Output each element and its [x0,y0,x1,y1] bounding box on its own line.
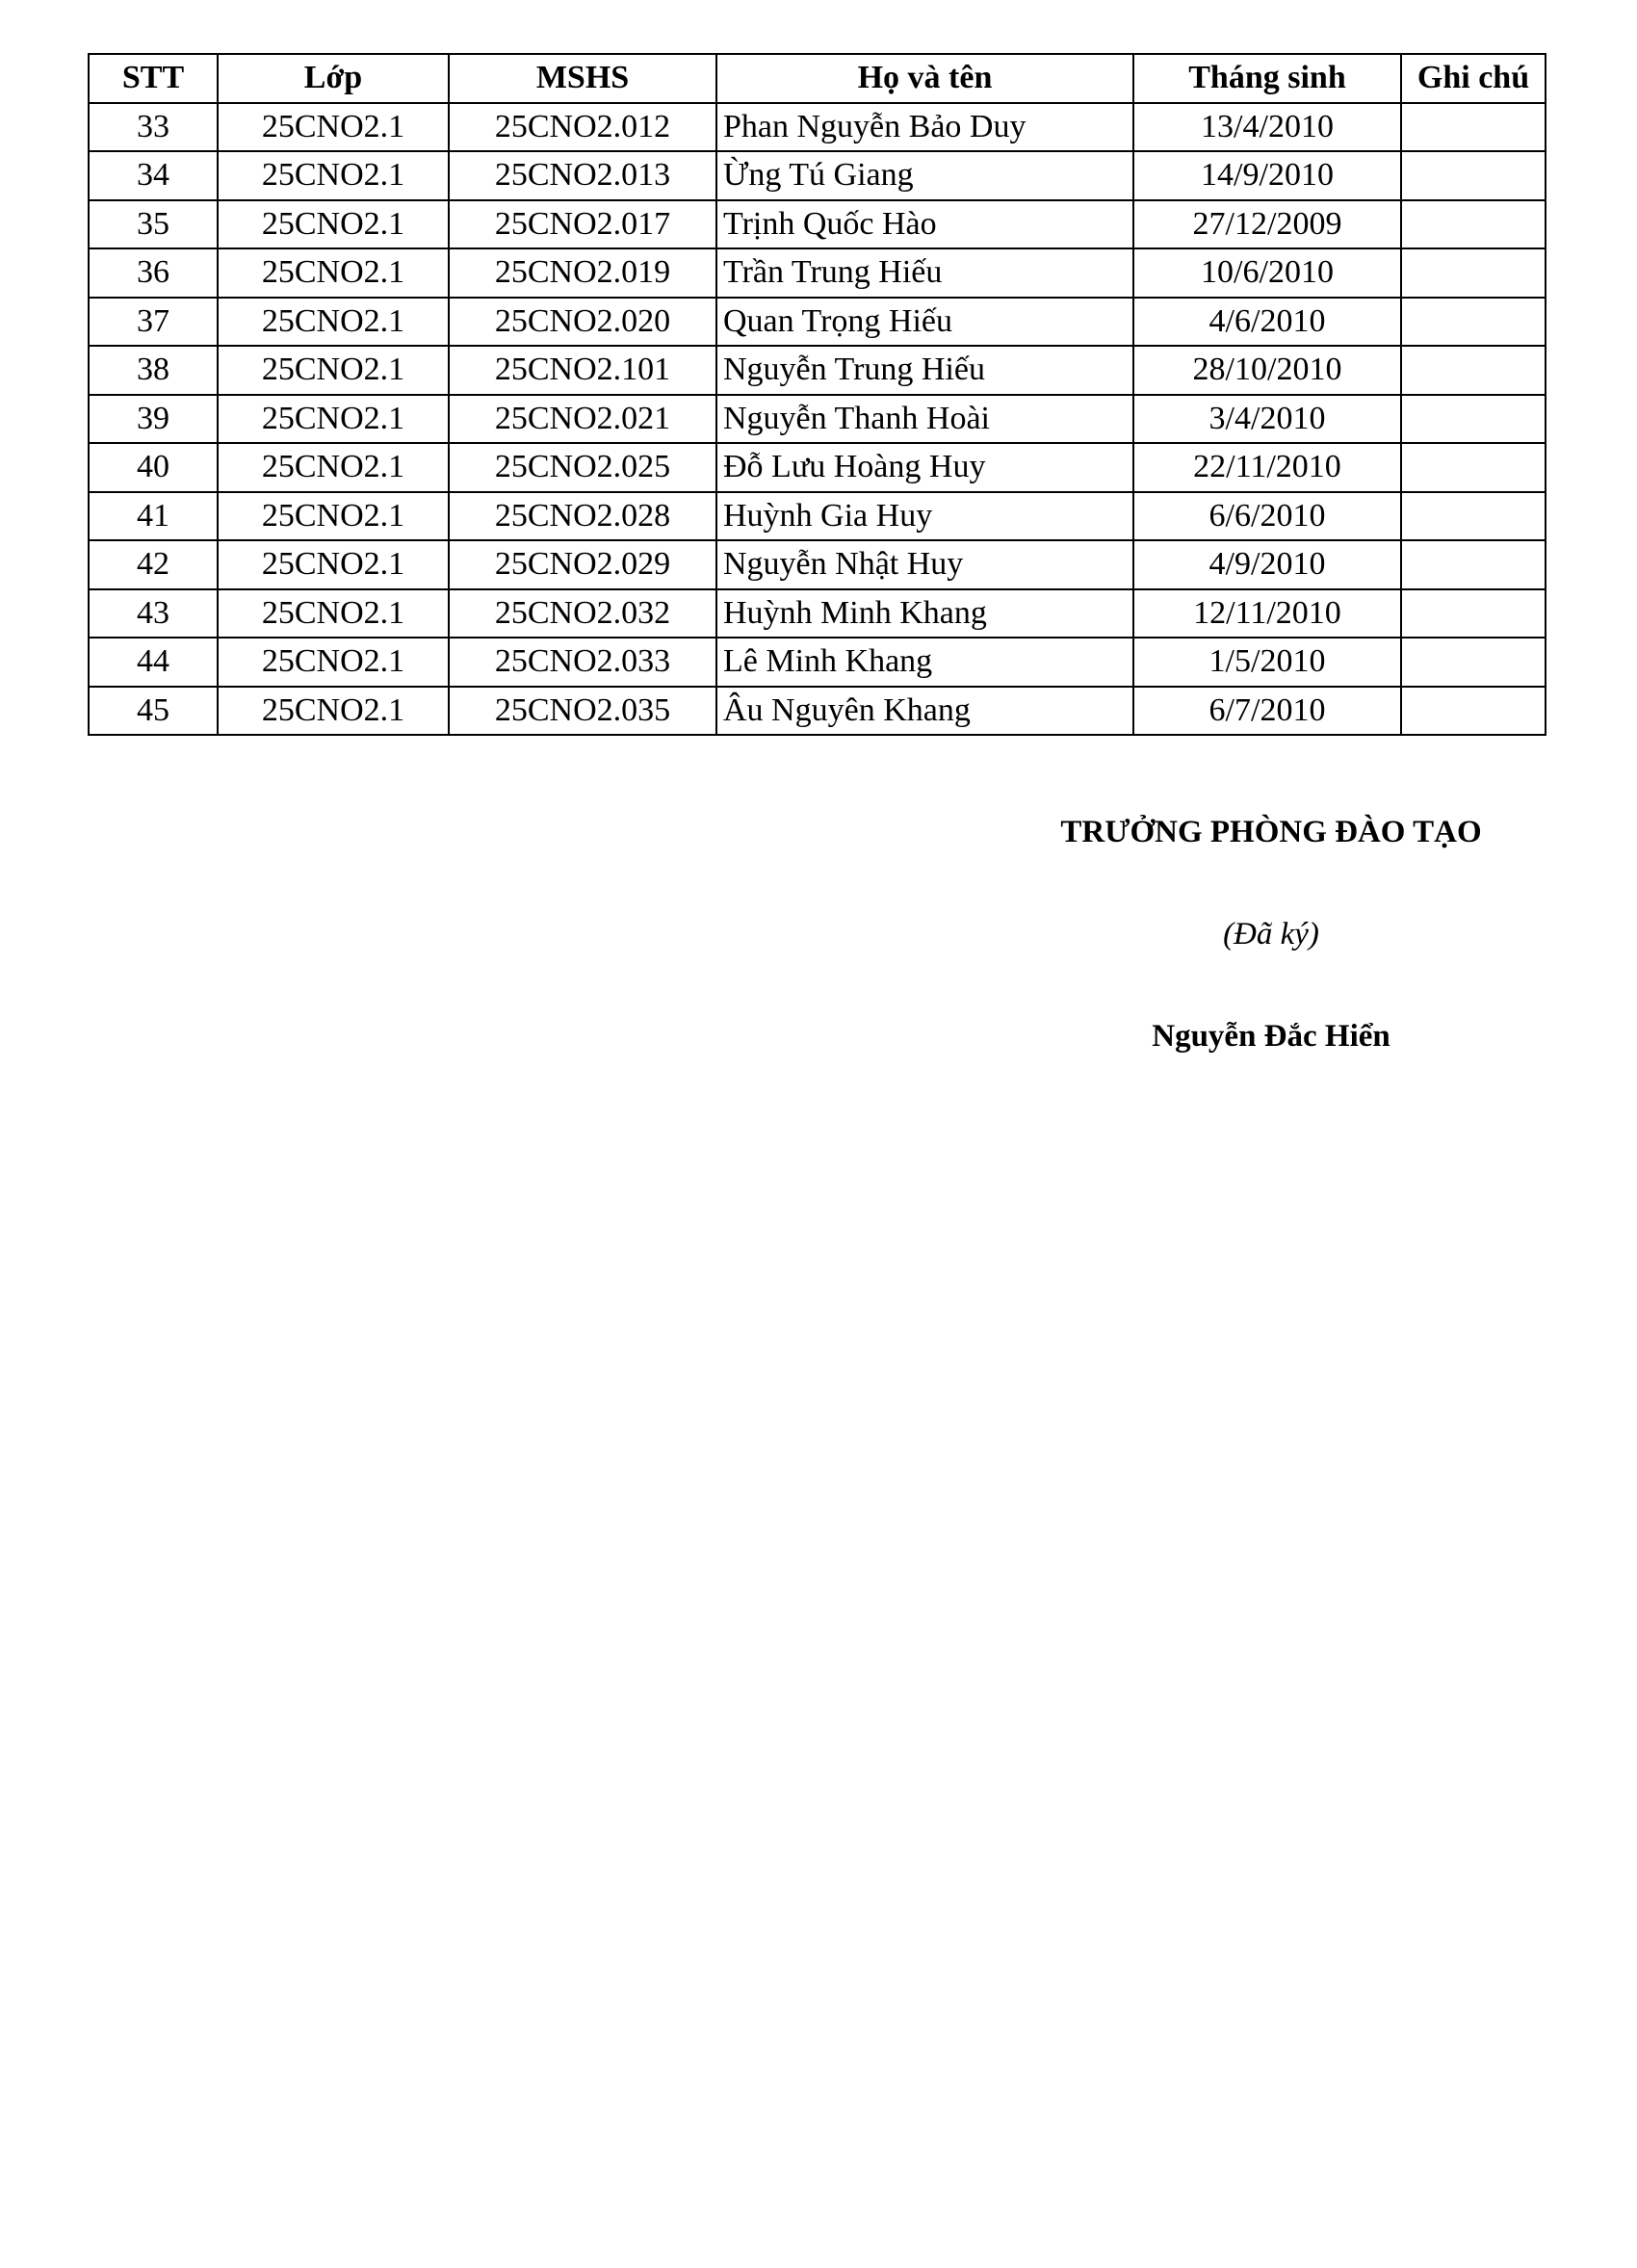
cell-class: 25CNO2.1 [218,298,449,347]
cell-stt: 39 [89,395,218,444]
signature-title: TRƯỞNG PHÒNG ĐÀO TẠO [1060,815,1482,849]
cell-full-name: Nguyễn Nhật Huy [716,540,1133,589]
cell-student-id: 25CNO2.019 [449,248,716,298]
table-header-row [89,54,1546,103]
cell-birth-date: 22/11/2010 [1133,443,1401,492]
cell-full-name: Âu Nguyên Khang [716,687,1133,736]
table-row [89,200,1546,249]
cell-full-name: Lê Minh Khang [716,638,1133,687]
cell-full-name: Trần Trung Hiếu [716,248,1133,298]
cell-class: 25CNO2.1 [218,492,449,541]
cell-stt: 42 [89,540,218,589]
header-stt: STT [89,54,218,103]
cell-full-name: Đỗ Lưu Hoàng Huy [716,443,1133,492]
cell-student-id: 25CNO2.025 [449,443,716,492]
cell-student-id: 25CNO2.020 [449,298,716,347]
cell-birth-date: 27/12/2009 [1133,200,1401,249]
cell-note [1401,638,1546,687]
table-row [89,589,1546,639]
table-row [89,395,1546,444]
cell-note [1401,200,1546,249]
cell-birth-date: 4/9/2010 [1133,540,1401,589]
cell-student-id: 25CNO2.032 [449,589,716,639]
cell-birth-date: 3/4/2010 [1133,395,1401,444]
cell-note [1401,589,1546,639]
cell-student-id: 25CNO2.017 [449,200,716,249]
cell-birth-date: 13/4/2010 [1133,103,1401,152]
header-birth-date: Tháng sinh [1133,54,1401,103]
cell-class: 25CNO2.1 [218,103,449,152]
cell-note [1401,540,1546,589]
table-row [89,248,1546,298]
cell-full-name: Nguyễn Trung Hiếu [716,346,1133,395]
cell-class: 25CNO2.1 [218,687,449,736]
cell-stt: 45 [89,687,218,736]
header-class: Lớp [218,54,449,103]
table-row [89,492,1546,541]
cell-stt: 37 [89,298,218,347]
cell-class: 25CNO2.1 [218,200,449,249]
table-row [89,151,1546,200]
cell-student-id: 25CNO2.035 [449,687,716,736]
cell-birth-date: 14/9/2010 [1133,151,1401,200]
cell-note [1401,443,1546,492]
cell-student-id: 25CNO2.033 [449,638,716,687]
cell-class: 25CNO2.1 [218,638,449,687]
cell-full-name: Huỳnh Minh Khang [716,589,1133,639]
cell-birth-date: 6/6/2010 [1133,492,1401,541]
signature-status: (Đã ký) [1223,917,1319,952]
cell-birth-date: 1/5/2010 [1133,638,1401,687]
cell-note [1401,151,1546,200]
cell-full-name: Quan Trọng Hiếu [716,298,1133,347]
cell-student-id: 25CNO2.028 [449,492,716,541]
cell-note [1401,298,1546,347]
cell-stt: 43 [89,589,218,639]
cell-note [1401,103,1546,152]
cell-stt: 33 [89,103,218,152]
cell-stt: 41 [89,492,218,541]
cell-full-name: Huỳnh Gia Huy [716,492,1133,541]
cell-full-name: Ừng Tú Giang [716,151,1133,200]
cell-birth-date: 28/10/2010 [1133,346,1401,395]
cell-class: 25CNO2.1 [218,540,449,589]
cell-student-id: 25CNO2.029 [449,540,716,589]
cell-class: 25CNO2.1 [218,395,449,444]
table-row [89,638,1546,687]
cell-full-name: Phan Nguyễn Bảo Duy [716,103,1133,152]
signer-name: Nguyễn Đắc Hiển [1152,1019,1390,1054]
cell-full-name: Trịnh Quốc Hào [716,200,1133,249]
table-row [89,346,1546,395]
cell-birth-date: 4/6/2010 [1133,298,1401,347]
cell-stt: 40 [89,443,218,492]
cell-birth-date: 12/11/2010 [1133,589,1401,639]
student-list-table [88,53,1546,736]
header-full-name: Họ và tên [716,54,1133,103]
cell-class: 25CNO2.1 [218,443,449,492]
header-note: Ghi chú [1401,54,1546,103]
header-student-id: MSHS [449,54,716,103]
cell-student-id: 25CNO2.101 [449,346,716,395]
cell-stt: 35 [89,200,218,249]
cell-student-id: 25CNO2.012 [449,103,716,152]
cell-student-id: 25CNO2.021 [449,395,716,444]
cell-birth-date: 6/7/2010 [1133,687,1401,736]
cell-note [1401,687,1546,736]
table-row [89,103,1546,152]
cell-stt: 36 [89,248,218,298]
table-row [89,687,1546,736]
cell-note [1401,346,1546,395]
cell-class: 25CNO2.1 [218,346,449,395]
cell-stt: 34 [89,151,218,200]
cell-note [1401,395,1546,444]
cell-student-id: 25CNO2.013 [449,151,716,200]
cell-class: 25CNO2.1 [218,151,449,200]
table-row [89,443,1546,492]
cell-class: 25CNO2.1 [218,589,449,639]
cell-note [1401,492,1546,541]
table-row [89,298,1546,347]
cell-birth-date: 10/6/2010 [1133,248,1401,298]
table-row [89,540,1546,589]
cell-note [1401,248,1546,298]
cell-stt: 38 [89,346,218,395]
cell-stt: 44 [89,638,218,687]
cell-full-name: Nguyễn Thanh Hoài [716,395,1133,444]
cell-class: 25CNO2.1 [218,248,449,298]
